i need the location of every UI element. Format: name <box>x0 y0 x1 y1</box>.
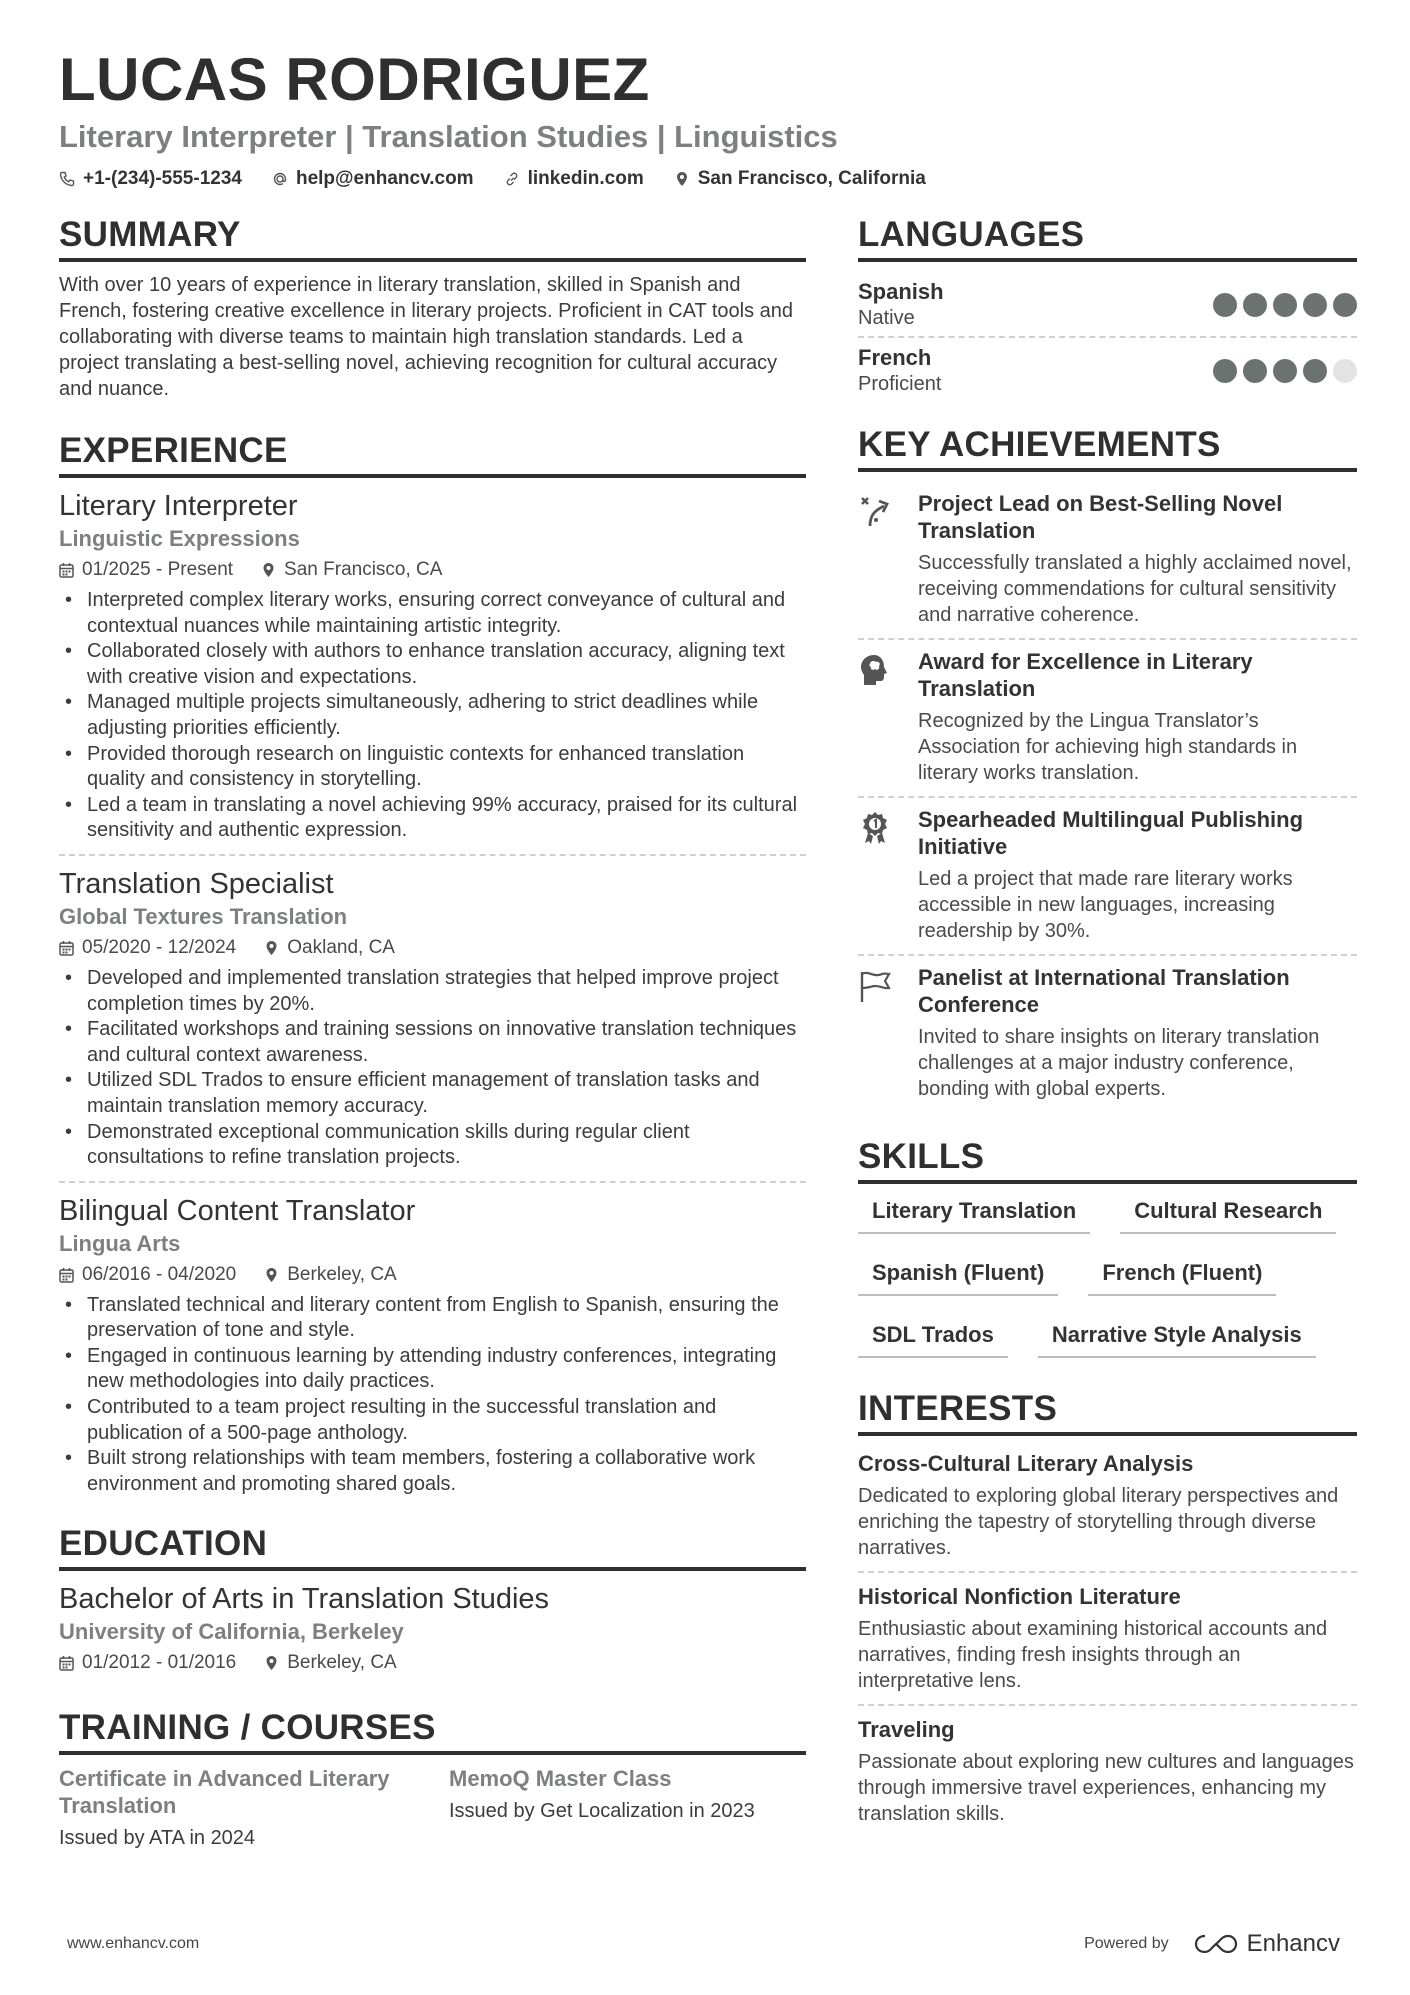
skill-tag: Spanish (Fluent) <box>858 1256 1058 1296</box>
training-title: TRAINING / COURSES <box>59 1707 806 1755</box>
location-icon <box>264 1655 279 1671</box>
location-icon <box>264 940 279 956</box>
language-level: Proficient <box>858 373 942 395</box>
education-title: EDUCATION <box>59 1523 806 1571</box>
achievements-section <box>858 424 1357 1112</box>
right-column <box>858 214 1357 1837</box>
skill-tag: Narrative Style Analysis <box>1038 1318 1316 1358</box>
calendar-icon <box>59 1655 74 1671</box>
school-name: University of California, Berkeley <box>59 1619 404 1645</box>
rating-dot-empty <box>1333 359 1357 383</box>
job-meta <box>59 1261 806 1289</box>
interests-title: INTERESTS <box>858 1388 1357 1436</box>
contact-location <box>674 168 926 190</box>
job-dates-text: 01/2025 - Present <box>82 559 234 580</box>
education-section <box>59 1523 806 1677</box>
contact-email[interactable] <box>272 168 474 190</box>
bullet-item: • Contributed to a team project resulting in the successful translation and publication of a 500-page anthology. <box>59 1395 806 1446</box>
achievement-item <box>858 954 1357 1112</box>
job-dates-text: 06/2016 - 04/2020 <box>82 1263 237 1285</box>
achievement-title: Panelist at International Translation Conference <box>918 965 1290 1017</box>
education-dates <box>59 1649 236 1677</box>
location-icon <box>674 171 690 187</box>
language-rating <box>1213 359 1357 383</box>
achievement-item <box>858 482 1357 638</box>
job-location-text: San Francisco, CA <box>284 559 443 580</box>
phone-icon <box>59 171 75 187</box>
bullet-item: • Engaged in continuous learning by attending industry conferences, integrating new methodologies into daily practices. <box>59 1344 806 1395</box>
bullet-item: • Demonstrated exceptional communication skills during regular client consultations to refine translation projects. <box>59 1120 806 1171</box>
path-arrow-icon <box>858 490 900 628</box>
achievement-item <box>858 638 1357 796</box>
contact-email-text: help@enhancv.com <box>295 168 474 189</box>
resume-header <box>59 44 1359 190</box>
training-section <box>59 1707 806 1852</box>
brand-name: Enhancv <box>1246 1930 1340 1957</box>
course-title: MemoQ Master Class <box>449 1766 672 1792</box>
at-icon <box>272 171 288 187</box>
interest-item <box>858 1446 1357 1571</box>
languages-section <box>858 214 1357 402</box>
achievement-desc: Led a project that made rare literary works accessible in new languages, increasing readership by 30%. <box>918 868 1293 942</box>
language-name: Spanish <box>858 279 944 304</box>
location-icon <box>261 562 276 578</box>
rating-dot-filled <box>1273 293 1297 317</box>
left-column <box>59 214 806 1852</box>
job-dates <box>59 934 236 962</box>
bullet-item: • Provided thorough research on linguistic contexts for enhanced translation quality and consistency in storytelling. <box>59 742 806 793</box>
interests-section <box>858 1388 1357 1837</box>
calendar-icon <box>59 562 74 578</box>
contact-phone[interactable] <box>59 168 242 190</box>
achievement-desc: Successfully translated a highly acclaimed novel, receiving commendations for cultural sensitivity and narrative coherence. <box>918 552 1352 626</box>
job-company: Global Textures Translation <box>59 903 348 929</box>
rating-dot-filled <box>1333 293 1357 317</box>
education-location <box>264 1649 396 1677</box>
education-meta <box>59 1649 806 1677</box>
rating-dot-filled <box>1273 359 1297 383</box>
calendar-icon <box>59 940 74 956</box>
job-company: Lingua Arts <box>59 1230 181 1256</box>
job-location <box>261 556 442 584</box>
job-bullets <box>59 588 806 844</box>
skill-tag: Literary Translation <box>858 1194 1090 1234</box>
language-item <box>858 272 1357 336</box>
summary-title: SUMMARY <box>59 214 806 262</box>
bullet-item: • Collaborated closely with authors to enhance translation accuracy, aligning text with creative vision and expectations. <box>59 639 806 690</box>
footer-brand <box>1084 1930 1340 1958</box>
headline: Literary Interpreter | Translation Studies | Linguistics <box>59 119 838 154</box>
course-list <box>59 1765 806 1852</box>
brand-logo[interactable] <box>1193 1930 1340 1958</box>
language-rating <box>1213 293 1357 317</box>
link-icon <box>504 171 520 187</box>
flag-icon <box>858 964 900 1102</box>
course-desc: Issued by Get Localization in 2023 <box>449 1800 755 1823</box>
job-title: Bilingual Content Translator <box>59 1194 416 1227</box>
bullet-item: • Translated technical and literary content from English to Spanish, ensuring the preservation of tone and style. <box>59 1293 806 1344</box>
job-entry <box>59 488 806 854</box>
experience-title: EXPERIENCE <box>59 430 806 478</box>
rating-dot-filled <box>1303 293 1327 317</box>
language-name: French <box>858 345 932 370</box>
job-title: Literary Interpreter <box>59 490 298 522</box>
job-bullets <box>59 1293 806 1498</box>
achievement-desc: Recognized by the Lingua Translator’s Association for achieving high standards in literary works translation. <box>918 710 1298 784</box>
job-meta <box>59 556 806 584</box>
bullet-item: • Managed multiple projects simultaneously, adhering to strict deadlines while adjusting priorities efficiently. <box>59 690 806 741</box>
skill-tag: French (Fluent) <box>1088 1256 1276 1296</box>
skills-section <box>858 1136 1357 1358</box>
interest-title: Cross-Cultural Literary Analysis <box>858 1451 1194 1476</box>
rating-dot-filled <box>1213 359 1237 383</box>
contact-phone-text: +1-(234)-555-1234 <box>83 168 242 189</box>
languages-title: LANGUAGES <box>858 214 1357 262</box>
contact-location-text: San Francisco, California <box>697 168 926 189</box>
interest-desc: Dedicated to exploring global literary perspectives and enriching the tapestry of storytelling through diverse narratives. <box>858 1485 1339 1559</box>
job-dates <box>59 556 233 584</box>
bullet-item: • Interpreted complex literary works, ensuring correct conveyance of cultural and contextual nuances while maintaining artistic integrity. <box>59 588 806 639</box>
job-bullets <box>59 966 806 1171</box>
job-dates <box>59 1261 236 1289</box>
job-meta <box>59 934 806 962</box>
bullet-item: • Led a team in translating a novel achieving 99% accuracy, praised for its cultural sensitivity and authentic expression. <box>59 793 806 844</box>
experience-section <box>59 430 806 1507</box>
achievements-title: KEY ACHIEVEMENTS <box>858 424 1357 472</box>
job-entry <box>59 854 806 1181</box>
job-location-text: Oakland, CA <box>287 936 395 958</box>
bullet-item: • Built strong relationships with team members, fostering a collaborative work environment and promoting shared goals. <box>59 1446 806 1497</box>
skill-tag: Cultural Research <box>1120 1194 1336 1234</box>
interest-desc: Enthusiastic about examining historical accounts and narratives, finding fresh insights through an interpretative lens. <box>858 1618 1328 1692</box>
course-title: Certificate in Advanced Literary Translation <box>59 1766 390 1819</box>
award-ribbon-icon <box>858 806 900 944</box>
skill-list <box>858 1194 1357 1358</box>
achievement-title: Project Lead on Best-Selling Novel Translation <box>918 491 1283 543</box>
interest-desc: Passionate about exploring new cultures and languages through immersive travel experiences, enhancing my translation skills. <box>858 1751 1354 1825</box>
achievement-item <box>858 796 1357 954</box>
job-title: Translation Specialist <box>59 867 334 900</box>
rating-dot-filled <box>1303 359 1327 383</box>
head-brain-icon <box>858 648 900 786</box>
rating-dot-filled <box>1243 293 1267 317</box>
job-company: Linguistic Expressions <box>59 526 300 551</box>
job-entry <box>59 1181 806 1508</box>
achievement-title: Spearheaded Multilingual Publishing Initiative <box>918 807 1304 859</box>
contact-linkedin[interactable] <box>504 168 644 190</box>
interest-title: Traveling <box>858 1717 955 1742</box>
course-item <box>449 1765 799 1852</box>
location-icon <box>264 1267 279 1283</box>
calendar-icon <box>59 1267 74 1283</box>
powered-by-label: Powered by <box>1084 1935 1169 1952</box>
skill-tag: SDL Trados <box>858 1318 1008 1358</box>
interest-title: Historical Nonfiction Literature <box>858 1584 1181 1609</box>
interest-item <box>858 1571 1357 1704</box>
summary-section <box>59 214 806 402</box>
rating-dot-filled <box>1243 359 1267 383</box>
education-dates-text: 01/2012 - 01/2016 <box>82 1652 237 1674</box>
achievement-desc: Invited to share insights on literary translation challenges at a major industry conference, bonding with global experts. <box>918 1026 1320 1100</box>
degree-title: Bachelor of Arts in Translation Studies <box>59 1583 550 1616</box>
candidate-name: LUCAS RODRIGUEZ <box>59 46 650 113</box>
page-footer <box>67 1930 1340 1958</box>
job-location-text: Berkeley, CA <box>287 1263 397 1285</box>
bullet-item: • Developed and implemented translation strategies that helped improve project completion times by 20%. <box>59 966 806 1017</box>
summary-text: With over 10 years of experience in literary translation, skilled in Spanish and French, fostering creative excellence in literary projects. Proficient in CAT tools and collaborating with diverse teams to maintain high translation standards. Led a project translating a best-selling novel, achieving recognition for cultural accuracy and nuance. <box>59 274 794 400</box>
bullet-item: • Utilized SDL Trados to ensure efficient management of translation tasks and maintain translation memory accuracy. <box>59 1068 806 1119</box>
job-dates-text: 05/2020 - 12/2024 <box>82 936 237 958</box>
footer-website[interactable]: www.enhancv.com <box>67 1935 200 1952</box>
contact-bar <box>59 168 1359 190</box>
contact-linkedin-text: linkedin.com <box>527 168 644 189</box>
skills-title: SKILLS <box>858 1136 1357 1184</box>
enhancv-logo-icon <box>1193 1932 1239 1956</box>
interest-item <box>858 1704 1357 1837</box>
job-location <box>264 934 395 962</box>
rating-dot-filled <box>1213 293 1237 317</box>
course-item <box>59 1765 409 1852</box>
language-level: Native <box>858 307 915 329</box>
language-item <box>858 336 1357 402</box>
education-location-text: Berkeley, CA <box>287 1652 397 1674</box>
achievement-title: Award for Excellence in Literary Translation <box>918 649 1253 701</box>
bullet-item: • Facilitated workshops and training sessions on innovative translation techniques and cultural context awareness. <box>59 1017 806 1068</box>
job-location <box>264 1261 396 1289</box>
course-desc: Issued by ATA in 2024 <box>59 1827 256 1850</box>
